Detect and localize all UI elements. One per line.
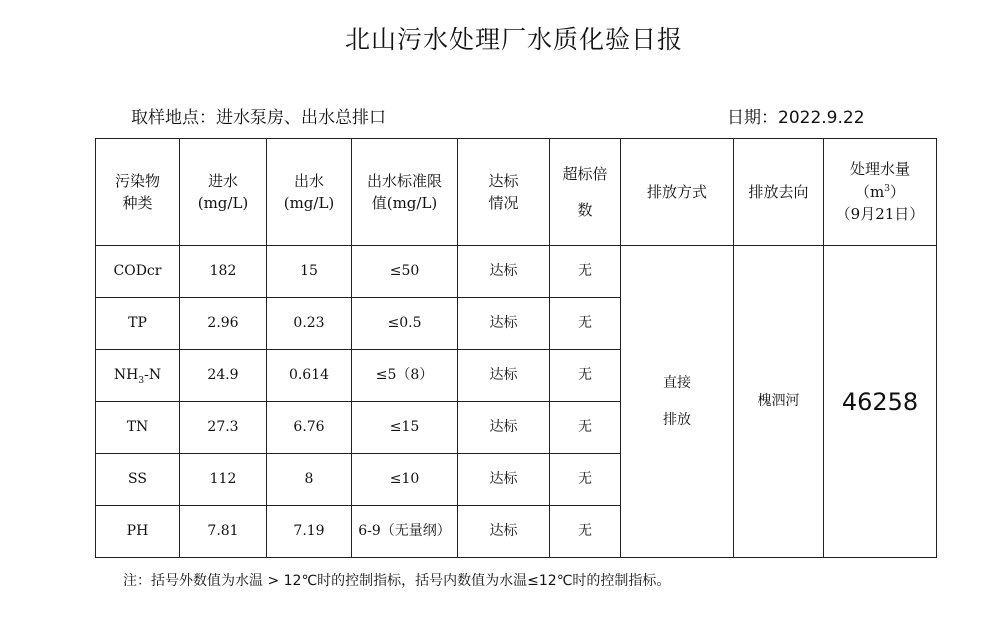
table-header-row — [96, 139, 937, 246]
header-volume-unit-suffix: ） — [889, 182, 905, 201]
cell-inflow: 24.9 — [180, 350, 267, 402]
cell-outflow: 15 — [267, 246, 352, 298]
cell-inflow: 182 — [180, 246, 267, 298]
cell-compliance: 达标 — [458, 350, 550, 402]
header-limit-line2: 值(mg/L) — [371, 194, 438, 212]
cell-outflow: 8 — [267, 454, 352, 506]
cell-pollutant: SS — [96, 454, 180, 506]
report-date: 日期：2022.9.22 — [727, 108, 865, 128]
header-outflow — [267, 139, 352, 246]
header-inflow-line1: 进水 — [207, 171, 238, 190]
header-inflow-line2: (mg/L) — [197, 194, 249, 212]
header-inflow — [180, 139, 267, 246]
header-exceed-line1: 超标倍 — [562, 165, 608, 183]
discharge-method-line1: 直接 — [663, 375, 691, 392]
cell-outflow: 7.19 — [267, 506, 352, 558]
water-quality-table — [95, 138, 937, 558]
cell-discharge-destination: 槐泗河 — [734, 246, 824, 558]
header-volume-line1: 处理水量 — [849, 160, 910, 179]
header-compliance — [458, 139, 550, 246]
header-volume-line2 — [824, 181, 936, 204]
pollutant-prefix: NH — [113, 367, 139, 383]
cell-compliance: 达标 — [458, 402, 550, 454]
table-row — [96, 246, 937, 298]
cell-limit: ≤10 — [352, 454, 458, 506]
header-pollutant-line1: 污染物 — [114, 171, 160, 190]
cell-exceed: 无 — [550, 350, 621, 402]
cell-compliance: 达标 — [458, 454, 550, 506]
header-volume-line3: （9月21日） — [835, 205, 925, 224]
cell-compliance: 达标 — [458, 298, 550, 350]
header-limit — [352, 139, 458, 246]
cell-outflow: 0.23 — [267, 298, 352, 350]
cell-limit: ≤15 — [352, 402, 458, 454]
header-compliance-line2: 情况 — [488, 194, 519, 212]
discharge-method-line2: 排放 — [663, 411, 691, 428]
footnote: 注：括号外数值为水温 > 12℃时的控制指标，括号内数值为水温≤12℃时的控制指标。 — [123, 573, 671, 589]
header-outflow-line2: (mg/L) — [283, 194, 335, 212]
cell-outflow: 6.76 — [267, 402, 352, 454]
cell-compliance: 达标 — [458, 506, 550, 558]
cell-pollutant: TN — [96, 402, 180, 454]
pollutant-suffix: -N — [144, 367, 162, 383]
cell-exceed: 无 — [550, 298, 621, 350]
header-volume-unit-prefix: （m — [855, 182, 885, 201]
cell-limit: ≤0.5 — [352, 298, 458, 350]
report-title: 北山污水处理厂水质化验日报 — [344, 25, 683, 54]
cell-discharge-method — [621, 246, 734, 558]
cell-pollutant: TP — [96, 298, 180, 350]
sampling-location: 取样地点：进水泵房、出水总排口 — [131, 108, 386, 128]
cell-exceed: 无 — [550, 246, 621, 298]
cell-limit: ≤50 — [352, 246, 458, 298]
cell-limit: 6-9（无量纲） — [352, 506, 458, 558]
header-limit-line1: 出水标准限 — [366, 171, 442, 190]
cell-volume: 46258 — [824, 246, 937, 558]
cell-inflow: 2.96 — [180, 298, 267, 350]
cell-pollutant: PH — [96, 506, 180, 558]
header-discharge-method: 排放方式 — [621, 139, 734, 246]
cell-pollutant: CODcr — [96, 246, 180, 298]
header-exceed — [550, 139, 621, 246]
header-pollutant — [96, 139, 180, 246]
cell-pollutant — [96, 350, 180, 402]
cell-inflow: 112 — [180, 454, 267, 506]
header-outflow-line1: 出水 — [293, 171, 324, 190]
cell-exceed: 无 — [550, 454, 621, 506]
header-volume-unit-sup: 3 — [884, 183, 890, 194]
cell-outflow: 0.614 — [267, 350, 352, 402]
pollutant-subscript: 3 — [138, 375, 145, 386]
header-exceed-line2: 数 — [577, 201, 593, 219]
cell-exceed: 无 — [550, 506, 621, 558]
header-pollutant-line2: 种类 — [122, 194, 153, 212]
cell-exceed: 无 — [550, 402, 621, 454]
cell-inflow: 27.3 — [180, 402, 267, 454]
cell-compliance: 达标 — [458, 246, 550, 298]
header-volume — [824, 139, 937, 246]
cell-limit: ≤5（8） — [352, 350, 458, 402]
header-discharge-destination: 排放去向 — [734, 139, 824, 246]
header-compliance-line1: 达标 — [488, 171, 519, 190]
cell-inflow: 7.81 — [180, 506, 267, 558]
